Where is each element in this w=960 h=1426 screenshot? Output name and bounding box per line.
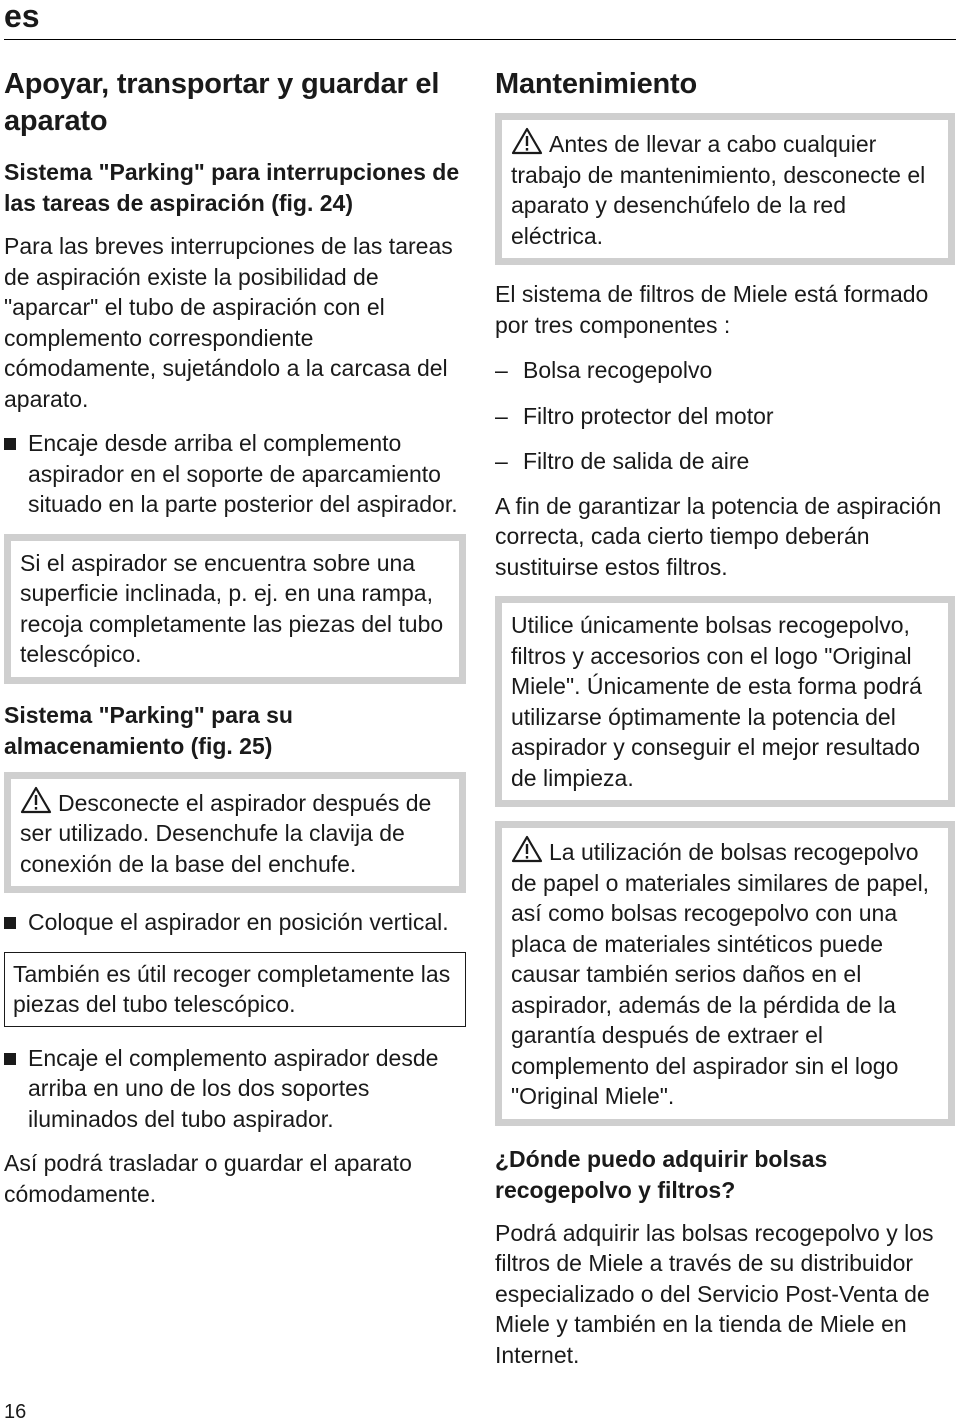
warning-triangle-icon bbox=[20, 786, 52, 814]
dash-marker: – bbox=[495, 402, 508, 429]
square-bullet-icon bbox=[4, 917, 16, 929]
note-box-incline bbox=[4, 534, 466, 684]
note-box-original bbox=[495, 596, 955, 807]
step-item bbox=[4, 907, 466, 938]
filter-list-item bbox=[495, 355, 955, 386]
step-item bbox=[4, 428, 466, 520]
warning-box-maintenance bbox=[495, 113, 955, 265]
step-text: Encaje desde arriba el complemento aspirador en el soporte de aparcamiento situado en la parte posterior del aspirador. bbox=[28, 430, 458, 517]
note-text: Utilice únicamente bolsas recogepolvo, filtros y accesorios con el logo "Original Miele". Únicamente de esta forma podrá utilizarse óptimamente la potencia del aspirador y conseguir el mejor resultado de limpieza. bbox=[511, 612, 922, 791]
filter-list-item bbox=[495, 401, 955, 432]
warning-triangle-icon bbox=[511, 835, 543, 863]
tip-text: También es útil recoger completamente las piezas del tubo telescópico. bbox=[13, 960, 451, 1017]
subheading-parking-interruptions: Sistema "Parking" para interrupciones de las tareas de aspiración (fig. 24) bbox=[4, 159, 460, 216]
warning-paragraph bbox=[511, 127, 939, 251]
warning-paragraph bbox=[20, 786, 450, 880]
paragraph-closing: Así podrá trasladar o guardar el aparato cómodamente. bbox=[4, 1150, 412, 1207]
warning-box-bags bbox=[495, 821, 955, 1126]
paragraph-filters-intro: El sistema de filtros de Miele está formado por tres componentes : bbox=[495, 281, 929, 338]
warning-text: Antes de llevar a cabo cualquier trabajo de mantenimiento, desconecte el aparato y desenchúfelo de la red eléctrica. bbox=[511, 131, 926, 249]
warning-text: La utilización de bolsas recogepolvo de papel o materiales similares de papel, así como bolsas recogepolvo con una placa de materiales sintéticos puede causar también serios daños en el aspirador, además de la pérdida de la garantía después de extraer el complemento del aspirador sin el logo "Original Miele". bbox=[511, 839, 930, 1109]
page-number: 16 bbox=[4, 1401, 27, 1423]
warning-text: Desconecte el aspirador después de ser utilizado. Desenchufe la clavija de conexión de la base del enchufe. bbox=[20, 789, 432, 877]
header-rule bbox=[4, 39, 956, 40]
filter-name: Filtro protector del motor bbox=[523, 402, 774, 429]
filter-name: Bolsa recogepolvo bbox=[523, 357, 713, 383]
filter-list-item bbox=[495, 446, 955, 477]
filter-name: Filtro de salida de aire bbox=[523, 448, 750, 474]
dash-marker: – bbox=[495, 448, 508, 474]
paragraph-filters-note: A fin de garantizar la potencia de aspiración correcta, cada cierto tiempo deberán sustituirse estos filtros. bbox=[495, 492, 942, 580]
square-bullet-icon bbox=[4, 1053, 16, 1065]
step-text: Coloque el aspirador en posición vertical. bbox=[28, 909, 449, 935]
step-text: Encaje el complemento aspirador desde arriba en uno de los dos soportes iluminados del tubo aspirador. bbox=[28, 1044, 439, 1132]
note-text: Si el aspirador se encuentra sobre una superficie inclinada, p. ej. en una rampa, recoja completamente las piezas del tubo telescópico. bbox=[20, 549, 444, 667]
section-title-parking: Apoyar, transportar y guardar el aparato bbox=[4, 68, 440, 137]
paragraph-where-to-buy: Podrá adquirir las bolsas recogepolvo y los filtros de Miele a través de su distribuidor especializado o del Servicio Post-Venta de Miele y también en la tienda de Miele en Internet. bbox=[495, 1219, 934, 1368]
right-column bbox=[495, 66, 955, 1370]
language-code: es bbox=[4, 0, 40, 34]
section-title-maintenance: Mantenimiento bbox=[495, 68, 698, 100]
tip-box bbox=[4, 952, 466, 1027]
left-column bbox=[4, 66, 466, 1209]
dash-marker: – bbox=[495, 357, 508, 383]
warning-box-disconnect bbox=[4, 772, 466, 894]
paragraph-intro: Para las breves interrupciones de las tareas de aspiración existe la posibilidad de "aparcar" el tubo de aspiración con el complemento correspondiente cómodamente, sujetándolo a la carcasa del aparato. bbox=[4, 233, 453, 412]
subheading-where-to-buy: ¿Dónde puedo adquirir bolsas recogepolvo y filtros? bbox=[495, 1145, 828, 1203]
square-bullet-icon bbox=[4, 438, 16, 450]
step-item bbox=[4, 1043, 466, 1135]
warning-paragraph bbox=[511, 835, 939, 1112]
warning-triangle-icon bbox=[511, 127, 543, 155]
subheading-parking-storage: Sistema "Parking" para su almacenamiento (fig. 25) bbox=[4, 701, 293, 759]
